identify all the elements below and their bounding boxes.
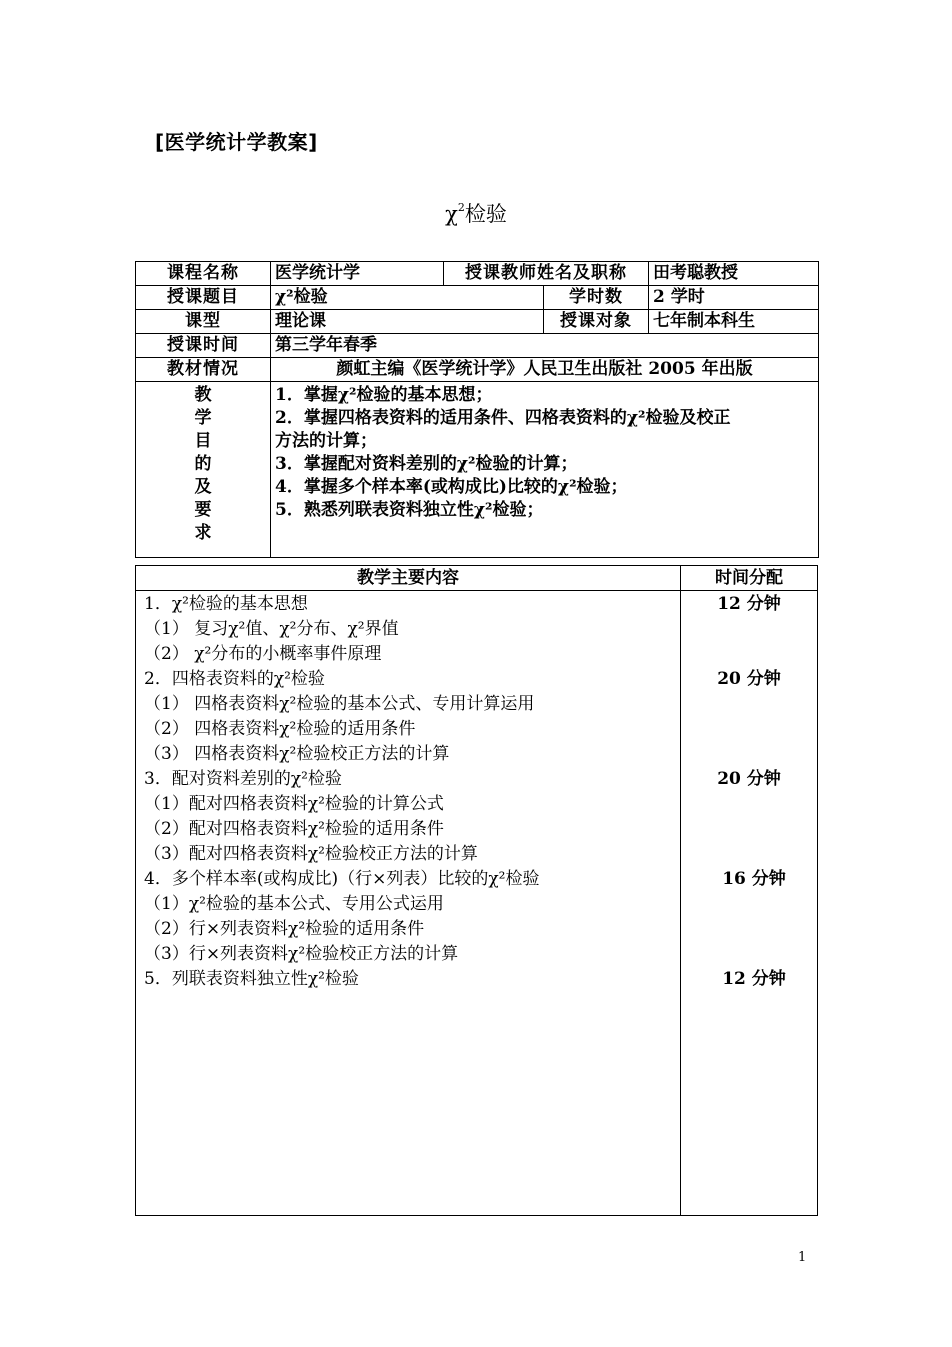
objectives-label-char: 及 xyxy=(194,477,212,497)
objectives-label-char: 求 xyxy=(194,523,212,543)
time-value: 16 分钟 xyxy=(722,869,786,889)
content-time-header: 时间分配 xyxy=(715,568,783,588)
objectives-label-char: 学 xyxy=(194,408,212,428)
objectives-content xyxy=(271,382,819,558)
content-line: 2．四格表资料的χ²检验 xyxy=(144,669,325,689)
course-name-label: 课程名称 xyxy=(136,262,271,286)
content-line: （1） 复习χ²值、χ²分布、χ²界值 xyxy=(144,619,399,639)
page-number: 1 xyxy=(798,1250,807,1265)
textbook-value: 颜虹主编《医学统计学》人民卫生出版社 2005 年出版 xyxy=(271,358,819,382)
row-objectives xyxy=(136,382,819,558)
objectives-label-char: 的 xyxy=(194,454,212,474)
course-info-table xyxy=(135,261,819,558)
teacher-label: 授课教师姓名及职称 xyxy=(444,262,649,286)
content-line: （3）行×列表资料χ²检验校正方法的计算 xyxy=(144,944,459,964)
hours-label: 学时数 xyxy=(544,286,649,310)
header-title: [医学统计学教案] xyxy=(155,130,318,154)
time-value: 20 分钟 xyxy=(717,769,781,789)
title-superscript: 2 xyxy=(457,201,465,214)
audience-label: 授课对象 xyxy=(544,310,649,334)
content-line: （2） χ²分布的小概率事件原理 xyxy=(144,644,382,664)
teacher-value: 田考聪教授 xyxy=(649,262,819,286)
objectives-label-char: 目 xyxy=(194,431,212,451)
document-title xyxy=(0,198,952,228)
time-label: 授课时间 xyxy=(136,334,271,358)
content-line: （2）配对四格表资料χ²检验的适用条件 xyxy=(144,819,444,839)
teaching-content-section xyxy=(135,565,818,1216)
objective-line: 方法的计算； xyxy=(275,431,377,451)
content-line: 5．列联表资料独立性χ²检验 xyxy=(144,969,359,989)
time-value: 第三学年春季 xyxy=(271,334,819,358)
objective-line: 1．掌握χ²检验的基本思想； xyxy=(275,385,493,405)
objective-line: 3．掌握配对资料差别的χ²检验的计算； xyxy=(275,454,578,474)
time-value: 20 分钟 xyxy=(717,669,781,689)
content-line: 1．χ²检验的基本思想 xyxy=(144,594,308,614)
content-main-header: 教学主要内容 xyxy=(357,568,459,588)
title-rest: 检验 xyxy=(464,202,507,226)
content-line: 4．多个样本率(或构成比)（行×列表）比较的χ²检验 xyxy=(144,869,540,889)
course-name-value: 医学统计学 xyxy=(271,262,444,286)
hours-value: 2 学时 xyxy=(649,286,819,310)
content-line: 3．配对资料差别的χ²检验 xyxy=(144,769,342,789)
row-type xyxy=(136,310,819,334)
row-textbook xyxy=(136,358,819,382)
content-line: （2） 四格表资料χ²检验的适用条件 xyxy=(144,719,416,739)
content-lines xyxy=(144,592,674,992)
content-line: （1）配对四格表资料χ²检验的计算公式 xyxy=(144,794,444,814)
content-line: （3）配对四格表资料χ²检验校正方法的计算 xyxy=(144,844,478,864)
objective-line: 5．熟悉列联表资料独立性χ²检验； xyxy=(275,500,544,520)
textbook-label: 教材情况 xyxy=(136,358,271,382)
content-line: （3） 四格表资料χ²检验校正方法的计算 xyxy=(144,744,450,764)
type-value: 理论课 xyxy=(271,310,544,334)
topic-label: 授课题目 xyxy=(136,286,271,310)
row-time xyxy=(136,334,819,358)
row-course-name xyxy=(136,262,819,286)
objectives-label xyxy=(136,382,271,558)
objectives-label-char: 要 xyxy=(194,500,212,520)
column-divider xyxy=(680,566,681,1215)
row-topic xyxy=(136,286,819,310)
audience-value: 七年制本科生 xyxy=(649,310,819,334)
content-line: （1）χ²检验的基本公式、专用公式运用 xyxy=(144,894,444,914)
time-value: 12 分钟 xyxy=(722,969,786,989)
title-chi: χ xyxy=(445,202,458,226)
objective-line: 2．掌握四格表资料的适用条件、四格表资料的χ²检验及校正 xyxy=(275,408,731,428)
content-line: （1） 四格表资料χ²检验的基本公式、专用计算运用 xyxy=(144,694,535,714)
objectives-label-char: 教 xyxy=(194,385,212,405)
type-label: 课型 xyxy=(136,310,271,334)
content-line: （2）行×列表资料χ²检验的适用条件 xyxy=(144,919,425,939)
time-value: 12 分钟 xyxy=(717,594,781,614)
objective-line: 4．掌握多个样本率(或构成比)比较的χ²检验； xyxy=(275,477,628,497)
topic-value: χ²检验 xyxy=(271,286,544,310)
